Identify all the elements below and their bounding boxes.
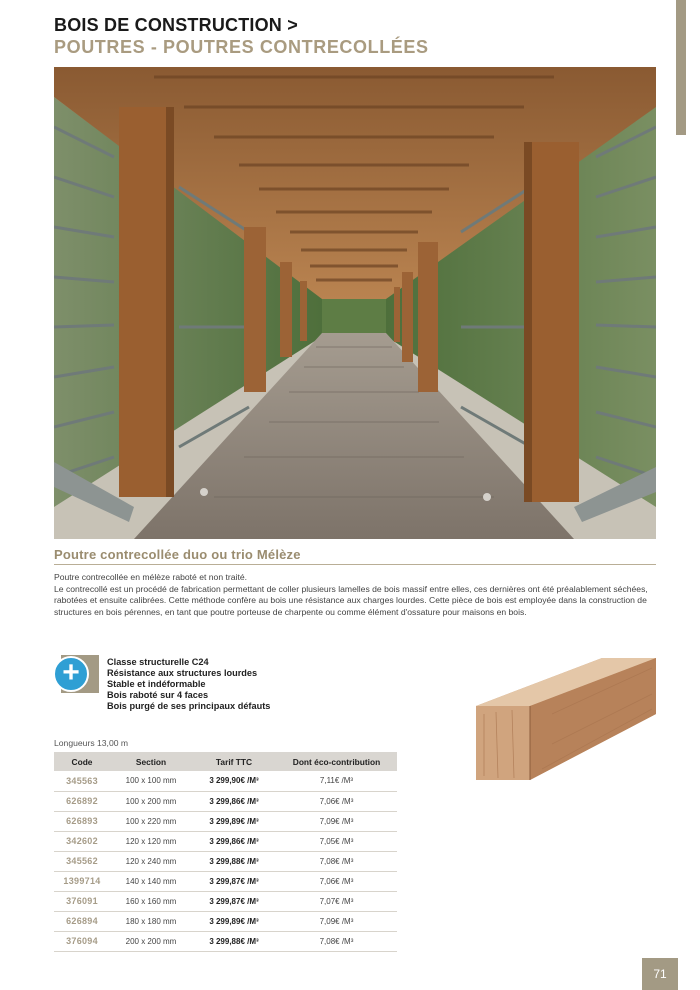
cell-eco: 7,09€ /M³ [276, 811, 397, 831]
cell-code: 342602 [54, 831, 110, 851]
subtitle-divider [54, 564, 656, 565]
cell-tarif: 3 299,86€ /M³ [192, 831, 276, 851]
cell-section: 120 x 120 mm [110, 831, 192, 851]
feature-item: Bois raboté sur 4 faces [107, 690, 209, 700]
lengths-label: Longueurs 13,00 m [54, 738, 129, 748]
beam-illustration [472, 654, 658, 782]
cell-tarif: 3 299,90€ /M³ [192, 771, 276, 791]
cell-section: 120 x 240 mm [110, 851, 192, 871]
cell-tarif: 3 299,86€ /M³ [192, 791, 276, 811]
cell-eco: 7,08€ /M³ [276, 931, 397, 951]
cell-section: 200 x 200 mm [110, 931, 192, 951]
column-header-tarif: Tarif TTC [192, 752, 276, 771]
cell-eco: 7,09€ /M³ [276, 911, 397, 931]
product-description [54, 572, 658, 618]
feature-item: Bois purgé de ses principaux défauts [107, 701, 271, 711]
cell-tarif: 3 299,87€ /M³ [192, 871, 276, 891]
cell-eco: 7,06€ /M³ [276, 871, 397, 891]
cell-tarif: 3 299,89€ /M³ [192, 911, 276, 931]
table-header-row [54, 752, 397, 771]
cell-code: 626894 [54, 911, 110, 931]
bridge-photo [54, 67, 656, 539]
decorative-side-bar [676, 0, 686, 135]
feature-item: Classe structurelle C24 [107, 657, 209, 667]
cell-code: 626893 [54, 811, 110, 831]
title-subcategory: POUTRES - POUTRES CONTRECOLLÉES [54, 37, 429, 57]
cell-eco: 7,06€ /M³ [276, 791, 397, 811]
features-badge [53, 655, 99, 693]
cell-section: 160 x 160 mm [110, 891, 192, 911]
page-title [54, 16, 429, 56]
cell-section: 180 x 180 mm [110, 911, 192, 931]
table-row [54, 871, 397, 891]
feature-item: Stable et indéformable [107, 679, 206, 689]
beam-image [472, 654, 658, 782]
cell-tarif: 3 299,89€ /M³ [192, 811, 276, 831]
column-header-section: Section [110, 752, 192, 771]
cell-eco: 7,07€ /M³ [276, 891, 397, 911]
cell-section: 100 x 200 mm [110, 791, 192, 811]
cell-code: 1399714 [54, 871, 110, 891]
bridge-photo-illustration [54, 67, 656, 539]
cell-code: 345563 [54, 771, 110, 791]
table-row [54, 771, 397, 791]
feature-list [107, 657, 270, 712]
product-subtitle: Poutre contrecollée duo ou trio Mélèze [54, 547, 301, 562]
plus-icon: + [53, 656, 89, 692]
cell-eco: 7,11€ /M³ [276, 771, 397, 791]
cell-tarif: 3 299,87€ /M³ [192, 891, 276, 911]
table-row [54, 931, 397, 951]
price-table [54, 752, 397, 952]
description-paragraph: Le contrecollé est un procédé de fabrication permettant de coller plusieurs lamelles de bois massif entre elles, ces dernières ont été préalablement séchées, rabotées et ensuite calibrées. Cette méthode confère au bois une résistance aux charges lourdes. Cette pièce de bois est employée dans la construction de structures en bois pérennes, en tant que poutre porteuse de charpente ou comme élément d'ossature pour maisons en bois. [54, 583, 648, 617]
column-header-eco: Dont éco-contribution [276, 752, 397, 771]
table-row [54, 791, 397, 811]
cell-code: 376091 [54, 891, 110, 911]
cell-tarif: 3 299,88€ /M³ [192, 931, 276, 951]
cell-eco: 7,08€ /M³ [276, 851, 397, 871]
cell-section: 100 x 100 mm [110, 771, 192, 791]
cell-tarif: 3 299,88€ /M³ [192, 851, 276, 871]
table-row [54, 811, 397, 831]
title-category: BOIS DE CONSTRUCTION > [54, 15, 298, 35]
page-number: 71 [642, 958, 678, 990]
table-row [54, 911, 397, 931]
table-row [54, 831, 397, 851]
description-paragraph: Poutre contrecollée en mélèze raboté et non traité. [54, 572, 247, 582]
cell-eco: 7,05€ /M³ [276, 831, 397, 851]
cell-code: 376094 [54, 931, 110, 951]
table-row [54, 851, 397, 871]
column-header-code: Code [54, 752, 110, 771]
table-row [54, 891, 397, 911]
feature-item: Résistance aux structures lourdes [107, 668, 258, 678]
cell-section: 100 x 220 mm [110, 811, 192, 831]
cell-code: 345562 [54, 851, 110, 871]
cell-code: 626892 [54, 791, 110, 811]
cell-section: 140 x 140 mm [110, 871, 192, 891]
